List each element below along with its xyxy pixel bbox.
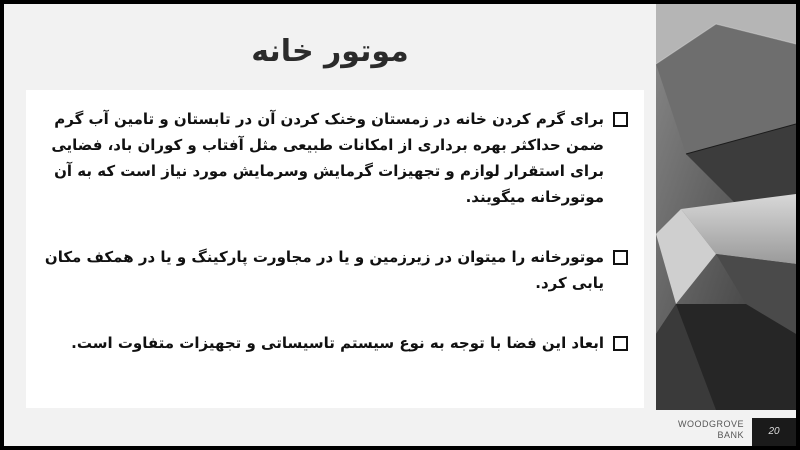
bullet-item — [40, 244, 628, 296]
checkbox-icon — [613, 112, 628, 127]
architecture-image — [656, 4, 796, 410]
checkbox-icon — [613, 250, 628, 265]
logo-line1: WOODGROVE — [677, 419, 744, 429]
bullet-item — [40, 106, 628, 210]
bullet-item — [40, 330, 628, 356]
slide — [4, 4, 796, 446]
architectural-photo — [656, 4, 796, 410]
slide-title: موتور خانه — [251, 34, 409, 69]
checkbox-icon — [613, 336, 628, 351]
content-box — [26, 90, 644, 408]
page-number: 20 — [752, 418, 796, 446]
bullet-list — [26, 90, 644, 356]
logo-line2: BANK — [717, 430, 744, 440]
bullet-text: موتورخانه را میتوان در زیرزمین و یا در مجاورت پارکینگ و یا در همکف مکان یابی کرد. — [44, 248, 604, 292]
bullet-text: برای گرم کردن خانه در زمستان وخنک کردن آن در تابستان و تامین آب گرم ضمن حداکثر بهره برداری از امکانات طبیعی مثل آفتاب و کوران باد، فضایی برای استقرار لوازم و تجهیزات گرمایش وسرمایش مورد نیاز است که به آن موتورخانه میگویند. — [51, 110, 604, 206]
company-logo — [656, 416, 752, 444]
bullet-text: ابعاد این فضا با توجه به نوع سیستم تاسیساتی و تجهیزات متفاوت است. — [71, 334, 604, 352]
